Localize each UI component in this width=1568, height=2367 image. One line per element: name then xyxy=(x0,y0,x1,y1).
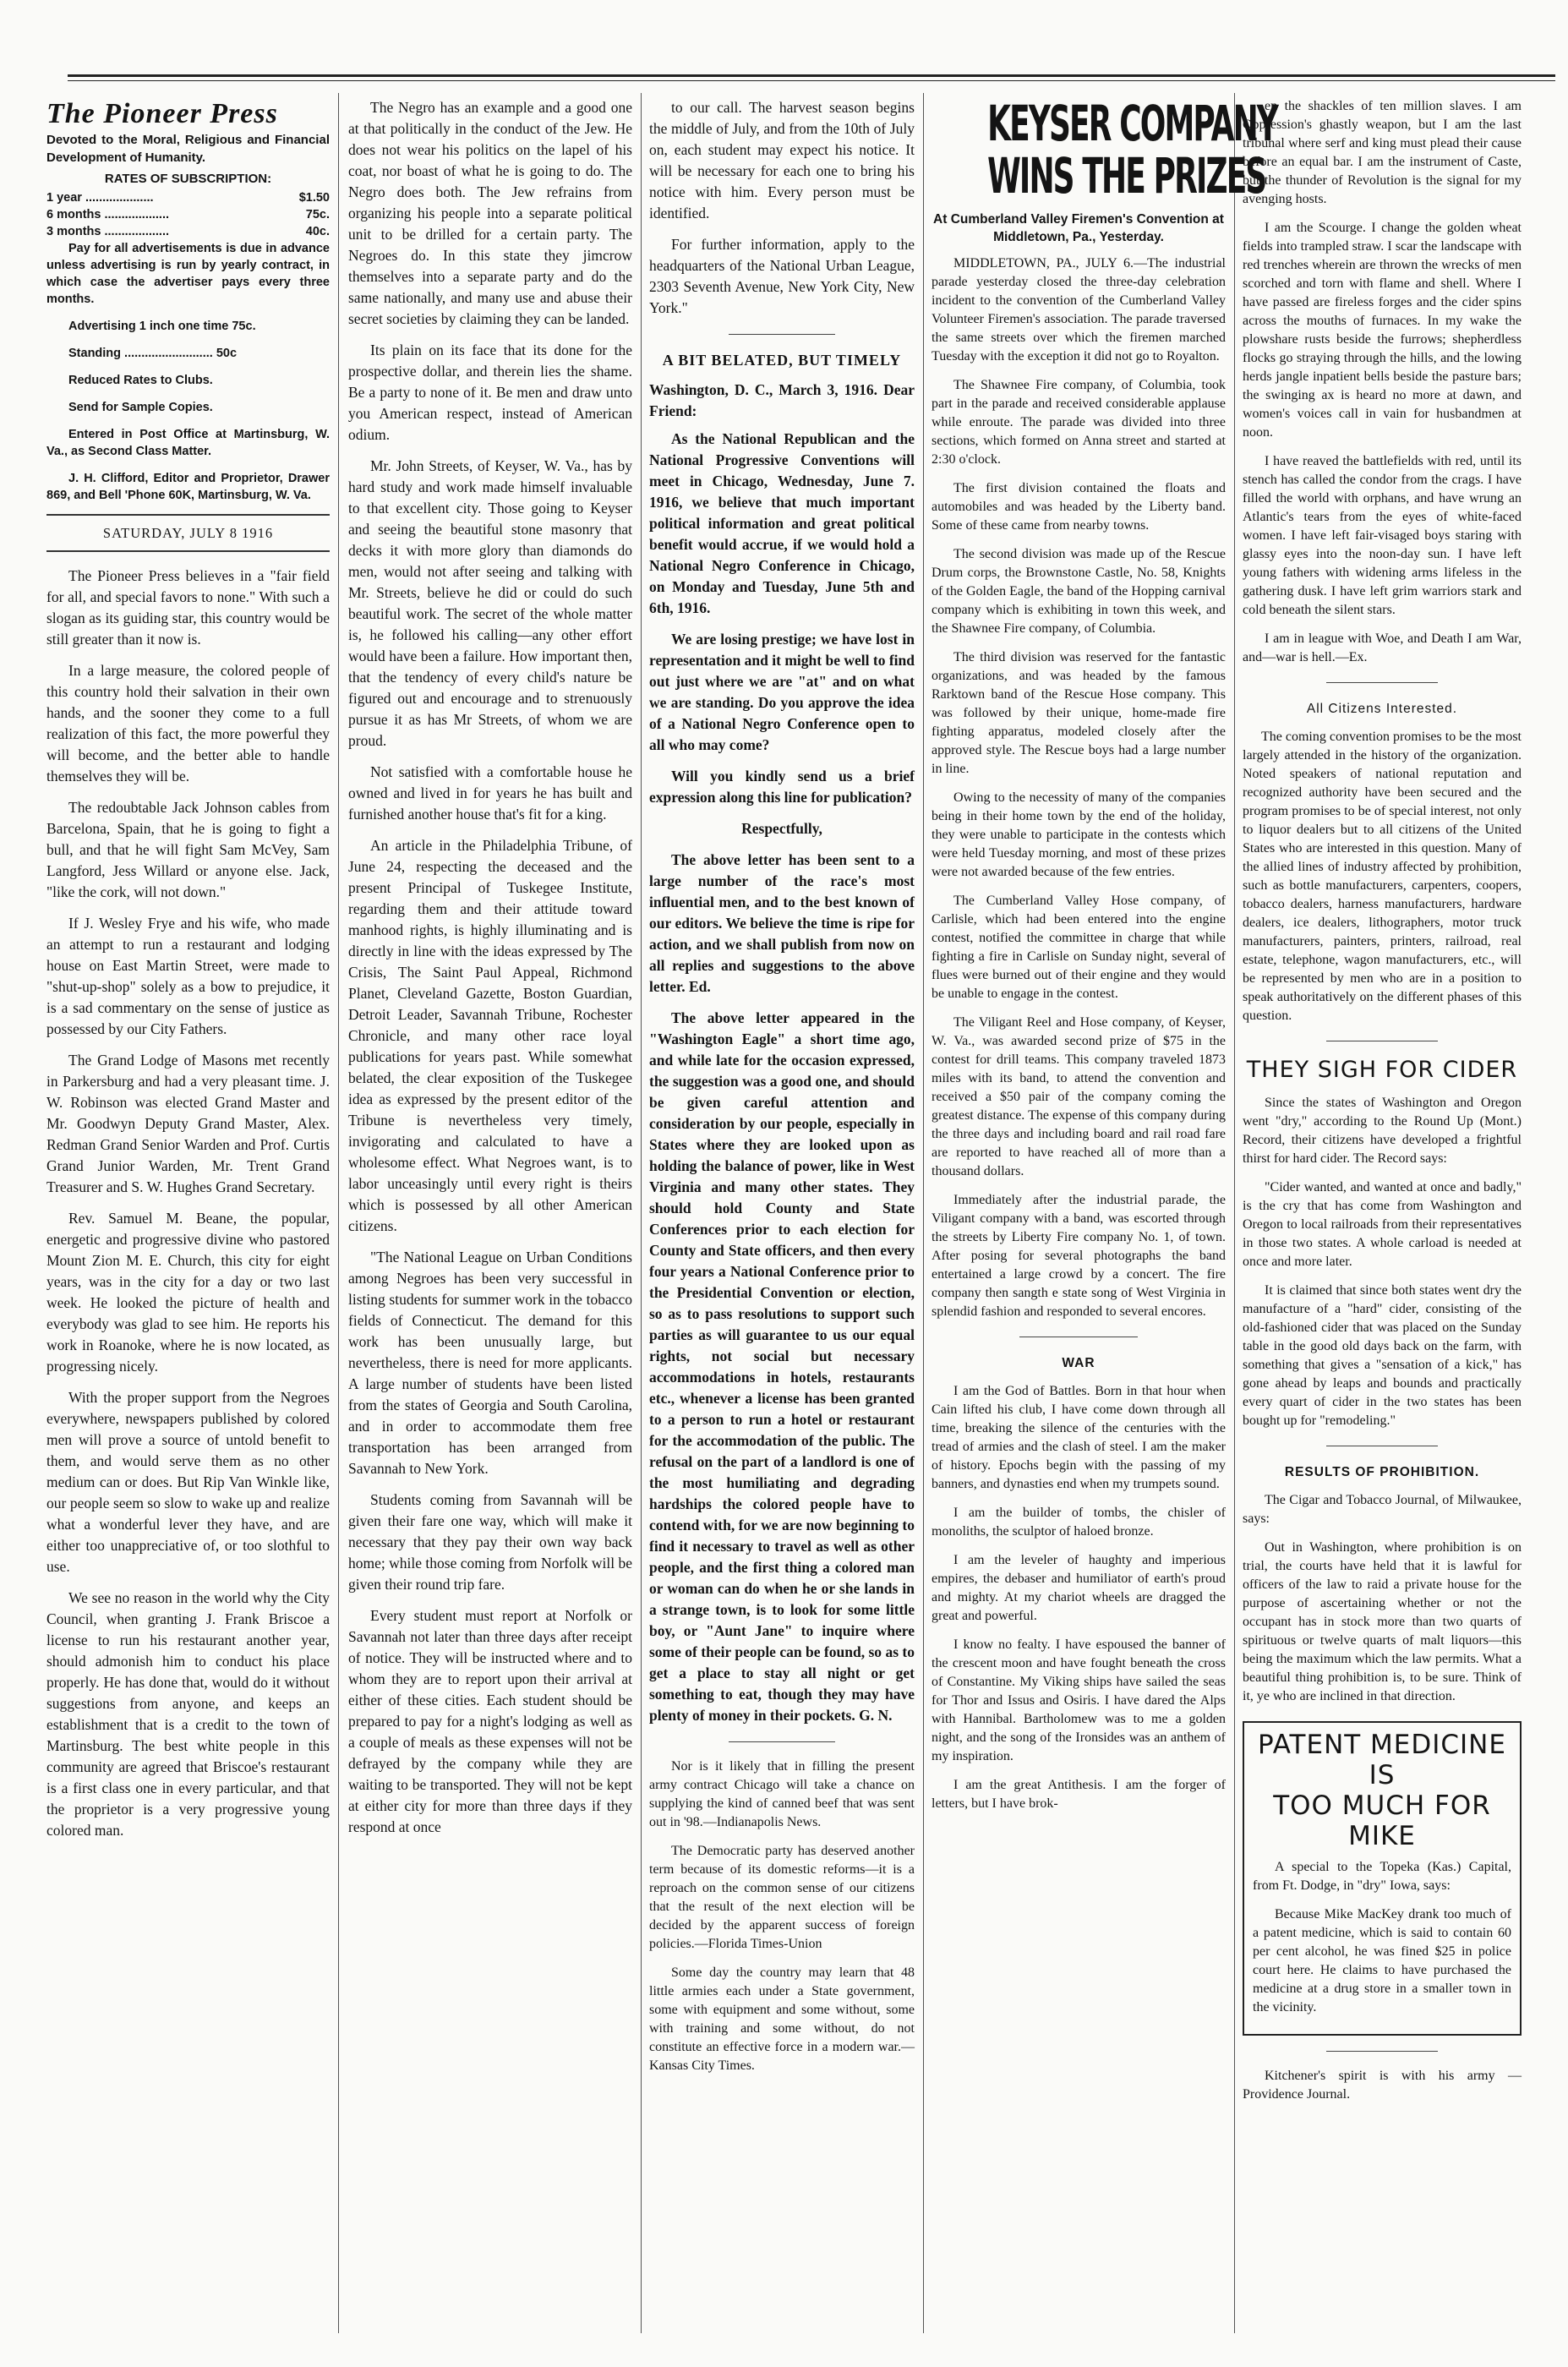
paragraph: With the proper support from the Negroes everywhere, newspapers published by colored men will prove a source of untold benefit to them, and would serve them as no other medium can or does. But Rip Van Winkle like, our people seem so slow to wake up and realize what a wonderful lever they have, and are either too unappreciative of, or too slothful to use. xyxy=(46,1389,330,1575)
paragraph: Reduced Rates to Clubs. xyxy=(68,374,213,387)
paragraph: The redoubtable Jack Johnson cables from Barcelona, Spain, that he is going to fight a bull, and that he will fight Sam McVey, Sam Langford, Jess Willard or anyone else. Jack, "like the cork, will not down." xyxy=(46,799,330,900)
divider xyxy=(1326,2051,1438,2052)
paragraph: We are losing prestige; we have lost in representation and it might be well to find out just where we are "at" and on what we are standing. Do you approve the idea of a National Negro Conference open to all who may come? xyxy=(649,631,915,753)
paragraph: I am the great Antithesis. I am the forger of letters, but I have brok- xyxy=(932,1778,1226,1811)
column-2-articles xyxy=(348,97,632,1838)
paragraph: I know no fealty. I have espoused the banner of the crescent moon and have fought beneath the cross of Constantine. My Viking ships have sailed the seas for Thor and Issus and Osiris. I have dared the Alps with Hannibal. Bartholomew was to me a golden night, and the song of the Ironsides was an anthem of my inspiration. xyxy=(932,1637,1226,1763)
paragraph: J. H. Clifford, Editor and Proprietor, Drawer 869, and Bell 'Phone 60K, Martinsburg, W. Va. xyxy=(46,472,330,502)
paragraph: Out in Washington, where prohibition is on trial, the courts have held that it is lawful for officers of the law to raid a private house for the purpose of ascertaining whether or not the occupant has in stock more than two quarts of spirituous or twelve quarts of malt liquors—this being the maximum which the law permits. What a beautiful thing prohibition is, to be sure. Think of it, ye who are inclined in that direction. xyxy=(1243,1540,1522,1703)
paragraph: For further information, apply to the headquarters of the National Urban League, 2303 Seventh Avenue, New York City, New York." xyxy=(649,236,915,316)
paragraph: I am the God of Battles. Born in that hour when Cain lifted his club, I have come down through all time, breaking the silence of the centuries with the tread of armies and the clash of steel. I am the maker of history. Epochs begin with the passing of my banners, and dynasties end when my trumpets sound. xyxy=(932,1384,1226,1491)
paragraph: The second division was made up of the Rescue Drum corps, the Brownstone Castle, No. 58, Knights of the Golden Eagle, the band of the Hopping carnival company which is exhibiting in town this week, and the Shawnee Fire company, of Columbia. xyxy=(932,547,1226,636)
paragraph: Send for Sample Copies. xyxy=(68,401,213,414)
citizens-paragraph: The coming convention promises to be the most largely attended in the history of the organization. Noted speakers of national reputation and recognized authority have been secured and the program promises to be of special interest, not only to liquor dealers but to all citizens of the United States who are interested in this question. Many of the allied lines of industry affected by prohibition, such as bottle manufacturers, carpenters, coopers, tobacco dealers, harness manufacturers, hardware dealers, ice dealers, lithographers, motor truck manufacturers, painters, printers, railroad, real estate, telephone, wagon manufacturers, etc., will be represented by men who are in a position to speak authoritatively on the different phases of this question. xyxy=(1243,730,1522,1023)
paragraph: The first division contained the floats and automobiles and was headed by the Liberty band. Some of these came from nearby towns. xyxy=(932,481,1226,533)
divider xyxy=(1326,682,1438,683)
rate-label: 6 months ................... xyxy=(46,208,170,221)
paragraph: Pay for all advertisements is due in advance unless advertising is run by yearly contract, in which case the advertiser pays every three months. xyxy=(46,242,330,306)
paragraph: MIDDLETOWN, PA., JULY 6.—The industrial parade yesterday closed the three-day celebration incident to the convention of the Cumberland Valley Volunteer Firemen's association. The parade traversed the same streets over which the firemen marched Tuesday with the exception it did not go to Royalton. xyxy=(932,256,1226,364)
column-1-articles xyxy=(46,566,330,1841)
column-2 xyxy=(348,97,632,2329)
letter-closing: Respectfully, xyxy=(741,820,822,837)
patent-medicine-box xyxy=(1243,1721,1522,2036)
paragraph: As the National Republican and the National Progressive Conventions will meet in Chicago, Wednesday, June 7. 1916, we believe that much important political information and great political benefit would accrue, if we would hold a National Negro Conference in Chicago, on Monday and Tuesday, June 5th and 6th, 1916. xyxy=(649,430,915,616)
paragraph: Entered in Post Office at Martinsburg, W. Va., as Second Class Matter. xyxy=(46,428,330,458)
paragraph: It is claimed that since both states went dry the manufacture of a "hard" cider, consisting of the old-fashioned cider that was placed on the Sunday table in the good old days back on the farm, with something that gives a "sensation of a kick," has gone ahead by leaps and bounds and practically every quart of cider in the two states has been bought up for "remodeling." xyxy=(1243,1283,1522,1428)
paragraph: I am the leveler of haughty and imperious empires, the debaser and humiliator of earth's proud and mighty. At my chariot wheels are dragged the great and powerful. xyxy=(932,1553,1226,1623)
rate-row xyxy=(46,223,330,240)
keyser-headline-2: WINS THE PRIZES xyxy=(987,147,1266,205)
paragraph: Rev. Samuel M. Beane, the popular, energetic and progressive divine who pastored Mount Zion M. E. Church, this city for eight years, was in the city for a day or two last week. He looked the picture of health and everybody was glad to see him. He reports his work in Roanoke, where he is now located, as progressing nicely. xyxy=(46,1210,330,1375)
paragraph: Will you kindly send us a brief expression along this line for publication? xyxy=(649,768,915,806)
rates-table xyxy=(46,189,330,240)
paragraph: An article in the Philadelphia Tribune, of June 24, respecting the deceased and the present Principal of Tuskegee Institute, regarding them and their attitude toward manhood rights, is highly illuminating and is directly in line with the ideas expressed by The Crisis, The Saint Paul Appeal, Richmond Planet, Cleveland Gazette, Boston Guardian, Detroit Leader, Savannah Tribune, Rochester Chronicle, and many other race loyal publications for years past. While somewhat belated, the clear exposition of the Tuskegee idea as expressed by the present editor of the Tribune is nevertheless very timely, invigorating and calculated to have a wholesome effect. What Negroes want, is to labor unceasingly until every right is theirs which is possessed by all other American citizens. xyxy=(348,837,632,1234)
column-rule xyxy=(641,93,642,2333)
paragraph: The Shawnee Fire company, of Columbia, took part in the parade and received considerable applause while enroute. The parade was divided into three sections, which formed on Anna street and started at 2:30 o'clock. xyxy=(932,378,1226,467)
paragraph: "The National League on Urban Conditions among Negroes has been very successful in listing students for summer work in the tobacco fields of Connecticut. The demand for this work has been unusually large, but nevertheless, there is need for more applicants. A large number of students have been listed from the states of Georgia and South Carolina, and in order to accommodate them free transportation has been arranged from Savannah to New York. xyxy=(348,1249,632,1477)
masthead-title: The Pioneer Press xyxy=(46,98,278,129)
war-heading: WAR xyxy=(1062,1356,1095,1370)
masthead-notes xyxy=(46,240,330,504)
paragraph: The above letter has been sent to a large number of the race's most influential men, and to the best known of our editors. We believe the time is ripe for action, and we shall publish from now on all replies and suggestions to the above letter. Ed. xyxy=(649,851,915,995)
paragraph: I am in league with Woe, and Death I am War, and—war is hell.—Ex. xyxy=(1243,631,1522,664)
column-3 xyxy=(649,97,915,2329)
rate-value: $1.50 xyxy=(298,191,330,205)
prohibition-heading: RESULTS OF PROHIBITION. xyxy=(1284,1465,1480,1479)
letter-salutation: Washington, D. C., March 3, 1916. Dear Friend: xyxy=(649,381,915,419)
paragraph: The Cigar and Tobacco Journal, of Milwaukee, says: xyxy=(1243,1493,1522,1526)
paragraph: In a large measure, the colored people of this country hold their salvation in their own hands, and the sooner they come to a full realization of this fact, the more powerful they will become, and the better able to handle themselves they will be. xyxy=(46,662,330,784)
clippings xyxy=(649,1757,915,2075)
paragraph: Standing .......................... 50c xyxy=(68,347,238,360)
paragraph: A special to the Topeka (Kas.) Capital, from Ft. Dodge, in "dry" Iowa, says: xyxy=(1253,1860,1511,1893)
war-article xyxy=(932,1382,1226,1813)
keyser-article xyxy=(932,254,1226,1321)
paragraph: Its plain on its face that its done for the prospective dollar, and therein lies the shame. Be a party to none of it. Be men and draw unto you American respect, instead of American odium. xyxy=(348,342,632,443)
divider xyxy=(729,334,835,335)
masthead-description: Devoted to the Moral, Religious and Financial Development of Humanity. xyxy=(46,133,330,165)
belated-heading: A BIT BELATED, BUT TIMELY xyxy=(662,352,902,369)
paragraph: en the shackles of ten million slaves. I am Oppression's ghastly weapon, but I am the last tribunal where serf and king must plead their cause before an equal bar. I am the instrument of Caste, but the thunder of Revolution is the signal for my avenging hosts. xyxy=(1243,99,1522,206)
paragraph: Nor is it likely that in filling the present army contract Chicago will take a chance on supplying the kind of canned beef that was sent out in '98.—Indianapolis News. xyxy=(649,1759,915,1829)
column-rule xyxy=(1234,93,1235,2333)
kitchener-note: Kitchener's spirit is with his army —Providence Journal. xyxy=(1243,2069,1522,2102)
paragraph: I have reaved the battlefields with red, until its stench has called the condor from the crags. I have filled the world with orphans, and have wrung an Atlantic's tears from the eyes of white-faced women. I have left fair-visaged boys staring with glassy eyes into the noon-day sun. I have left young fathers with widening arms lifeless in the gathering dusk. I have left grim warriors stark and cold beneath the silent stars. xyxy=(1243,454,1522,617)
paragraph: Some day the country may learn that 48 little armies each under a State government, some with equipment and some without, some with training and some without, do not constitute an effective force in a modern war.—Kansas City Times. xyxy=(649,1965,915,2073)
paragraph: Because Mike MacKey drank too much of a patent medicine, which is said to contain 60 per cent alcohol, he was fined $25 in police court here. He claims to have purchased the medicine at a drug store in a smaller town in the vicinity. xyxy=(1253,1907,1511,2014)
paragraph: If J. Wesley Frye and his wife, who made an attempt to run a restaurant and lodging house on East Martin Street, were made to "shut-up-shop" solely as a bow to prejudice, it is a sad commentary on the sense of justice as possessed by our City Fathers. xyxy=(46,915,330,1037)
top-rule xyxy=(68,74,1555,77)
paragraph: The Negro has an example and a good one at that politically in the conduct of the Jew. He does not wear his politics on the lapel of his coat, nor boast of what he is going to do. The Negro does both. The Jew refrains from organizing his people into a separate political unit to be drilled for a certain party. The Negroes do. In this state they jimcrow themselves into a separate party and do the same nationally, and many use and abuse their secret societies by claiming they can be landed. xyxy=(348,99,632,327)
column-1 xyxy=(46,97,330,2329)
paragraph: "Cider wanted, and wanted at once and badly," is the cry that has come from Washington and Oregon to local railroads from their representatives in those two states. A whole carload is needed at once and more later. xyxy=(1243,1180,1522,1269)
rates-heading: RATES OF SUBSCRIPTION: xyxy=(104,172,272,186)
paragraph: Not satisfied with a comfortable house he owned and lived in for years he has built and furnished another house that's fit for a king. xyxy=(348,763,632,823)
rate-label: 1 year .................... xyxy=(46,191,154,205)
rate-value: 75c. xyxy=(305,208,330,221)
keyser-subhead: At Cumberland Valley Firemen's Convention at Middletown, Pa., Yesterday. xyxy=(933,212,1224,244)
rate-label: 3 months ................... xyxy=(46,225,170,238)
keyser-headline-1: KEYSER COMPANY xyxy=(987,95,1277,152)
paragraph: Every student must report at Norfolk or Savannah not later than three days after receipt of notice. They will be instructed where and to whom they are to report upon their arrival at either of these cities. Each student should be prepared to pay for a night's lodging as well as a couple of meals as these expenses will not be defrayed by the company while they are waiting to be transported. They will not be kept at either city for more than three days if they respond at once xyxy=(348,1607,632,1835)
urban-league-continued xyxy=(649,97,915,319)
patent-article xyxy=(1253,1858,1511,2017)
column-rule xyxy=(338,93,339,2333)
paragraph: to our call. The harvest season begins the middle of July, and from the 10th of July on, each student may expect his notice. It will be necessary for each one to bring his notice with him. Every person must be identified. xyxy=(649,99,915,221)
dateline: SATURDAY, JULY 8 1916 xyxy=(46,514,330,552)
cider-article xyxy=(1243,1094,1522,1430)
paragraph: Mr. John Streets, of Keyser, W. Va., has by hard study and work made himself invaluable to that excellent city. Those going to Keyser and seeing the beautiful stone masonry that decks it with more glory than diamonds do men, would not after seeing and talking with Mr. Streets, believe he did or could do such beautiful work. The secret of the whole matter is, he followed his calling—any other effort would have been a failure. How important then, that the tendency of every child's nature be figured out and encourage and to strenuously pursue it as has Mr Streets, of whom we are proud. xyxy=(348,457,632,749)
rate-row xyxy=(46,189,330,206)
paragraph: The third division was reserved for the fantastic organizations, and was headed by the famous Rarktown band of the Rescue Hose company. This was followed by their unique, home-made fire fighting apparatus, modeled closely after the approved style. The Rescue boys had a large number in line. xyxy=(932,650,1226,776)
paragraph: Since the states of Washington and Oregon went "dry," according to the Round Up (Mont.) Record, their citizens have developed a frightful thirst for hard cider. The Record says: xyxy=(1243,1096,1522,1166)
paragraph: Students coming from Savannah will be given their fare one way, which will make it necessary that they pay their own way back home; while those coming from Norfolk will be given their round trip fare. xyxy=(348,1491,632,1593)
patent-heading-2: TOO MUCH FOR MIKE xyxy=(1273,1790,1491,1851)
paragraph: I am the builder of tombs, the chisler of monoliths, the sculptor of haloed bronze. xyxy=(932,1506,1226,1539)
paragraph: The Democratic party has deserved another term because of its domestic reforms—it is a reproach on the common sense of our citizens that the result of the next election will be decided by the apparent success of foreign policies.—Florida Times-Union xyxy=(649,1844,915,1951)
column-rule xyxy=(923,93,924,2333)
rate-row xyxy=(46,206,330,223)
paragraph: The Cumberland Valley Hose company, of Carlisle, which had been entered into the engine contest, notified the committee in charge that while fighting a fire in Carlisle on Sunday night, several of flues were burned out of their engine and they would be unable to engage in the contest. xyxy=(932,894,1226,1001)
paragraph: The above letter appeared in the "Washington Eagle" a short time ago, and while late for the occasion expressed, the suggestion was a good one, and should be given careful attention and consideration by our people, especially in States where they are looked upon as holding the balance of power, like in West Virginia and many other states. They should hold County and State Conferences prior to each election for County and State officers, and then every four years a National Conference prior to the Presidential Convention or election, so as to pass resolutions to support such parties as will guarantee to us our equal rights, not social but necessary accommodations in hotels, restaurants etc., whenever a license has been granted to a person to run a hotel or restaurant for the accommodation of the public. The refusal on the part of a landlord is one of the most humiliating and degrading hardships the colored people have to contend with, for we are now beginning to find it necessary to travel as well as other people, and the first thing a colored man or woman can do when he or she lands in a strange town, is to look for some little boy, or "Aunt Jane" to inquire where some of their people can be found, so as to get a place to stay all night or get something to eat, though they may have plenty of money in their pockets. G. N. xyxy=(649,1009,915,1724)
paragraph: We see no reason in the world why the City Council, when granting J. Frank Briscoe a license to run his restaurant another year, should admonish him to conduct his place properly. He has done that, would do it without suggestions from anyone, and keeps an establishment that is a credit to the town of Martinsburg. The best white people in this community are agreed that Briscoe's restaurant is a first class one in every particular, and that the proprietor is a very progressive young colored man. xyxy=(46,1589,330,1839)
citizens-heading: All Citizens Interested. xyxy=(1306,702,1458,716)
column-4 xyxy=(932,95,1277,2329)
paragraph: Advertising 1 inch one time 75c. xyxy=(68,320,256,333)
column-5 xyxy=(1243,97,1522,2329)
paragraph: The Grand Lodge of Masons met recently in Parkersburg and had a very pleasant time. J. W. Robinson was elected Grand Master and Mr. Goodwyn Deputy Grand Master, Alex. Redman Grand Senior Warden and Prof. Curtis Grand Junior Warden, Mr. Trent Grand Treasurer and S. W. Hughes Grand Secretary. xyxy=(46,1052,330,1195)
divider xyxy=(729,1741,835,1742)
patent-heading-1: PATENT MEDICINE IS xyxy=(1258,1730,1506,1790)
rate-value: 40c. xyxy=(305,225,330,238)
prohibition-article xyxy=(1243,1491,1522,1706)
paragraph: The Viligant Reel and Hose company, of Keyser, W. Va., was awarded second prize of $75 in the contest for drill teams. This company traveled 1873 miles with its band, to attend the convention and received a $50 pair of the company coming the greatest distance. The expense of this company during the three days and including board and rail road fare are reported to have reached all of more than a thousand dollars. xyxy=(932,1015,1226,1178)
paragraph: Immediately after the industrial parade, the Viligant company with a band, was escorted through the streets by Liberty Fire company No. 1, of town. After posing for several photographs the band entertained a large crowd by a concert. The fire company then sangth e state song of West Virginia in splendid fashion and responded to several encores. xyxy=(932,1193,1226,1319)
letter-body xyxy=(649,429,915,808)
cider-heading: THEY SIGH FOR CIDER xyxy=(1246,1057,1518,1083)
paragraph: I am the Scourge. I change the golden wheat fields into trampled straw. I scar the landscape with red trenches wherein are thrown the wrecks of men scorched and torn with flame and shell. Where I have passed are fireless forges and the cider spins across the mouths of furnaces. In my wake the plowshare rusts beside the furrows; shepherdless flocks go straying through the hills, and the lowing herds jangle inpatient bells beside the pasture bars; the swinging ax is heard no more at dawn, and women's voices call in vain for husbandmen at noon. xyxy=(1243,221,1522,440)
belated-commentary xyxy=(649,850,915,1726)
paragraph: The Pioneer Press believes in a "fair field for all, and special favors to none." With such a slogan as its guiding star, this country would be still greater than it now is. xyxy=(46,567,330,648)
war-continued xyxy=(1243,97,1522,667)
paragraph: Owing to the necessity of many of the companies being in their home town by the end of the holiday, they were unable to participate in the contests which were held Tuesday morning, and most of these prizes were not awarded because of the few entries. xyxy=(932,790,1226,879)
top-rule-thin xyxy=(68,80,1555,81)
